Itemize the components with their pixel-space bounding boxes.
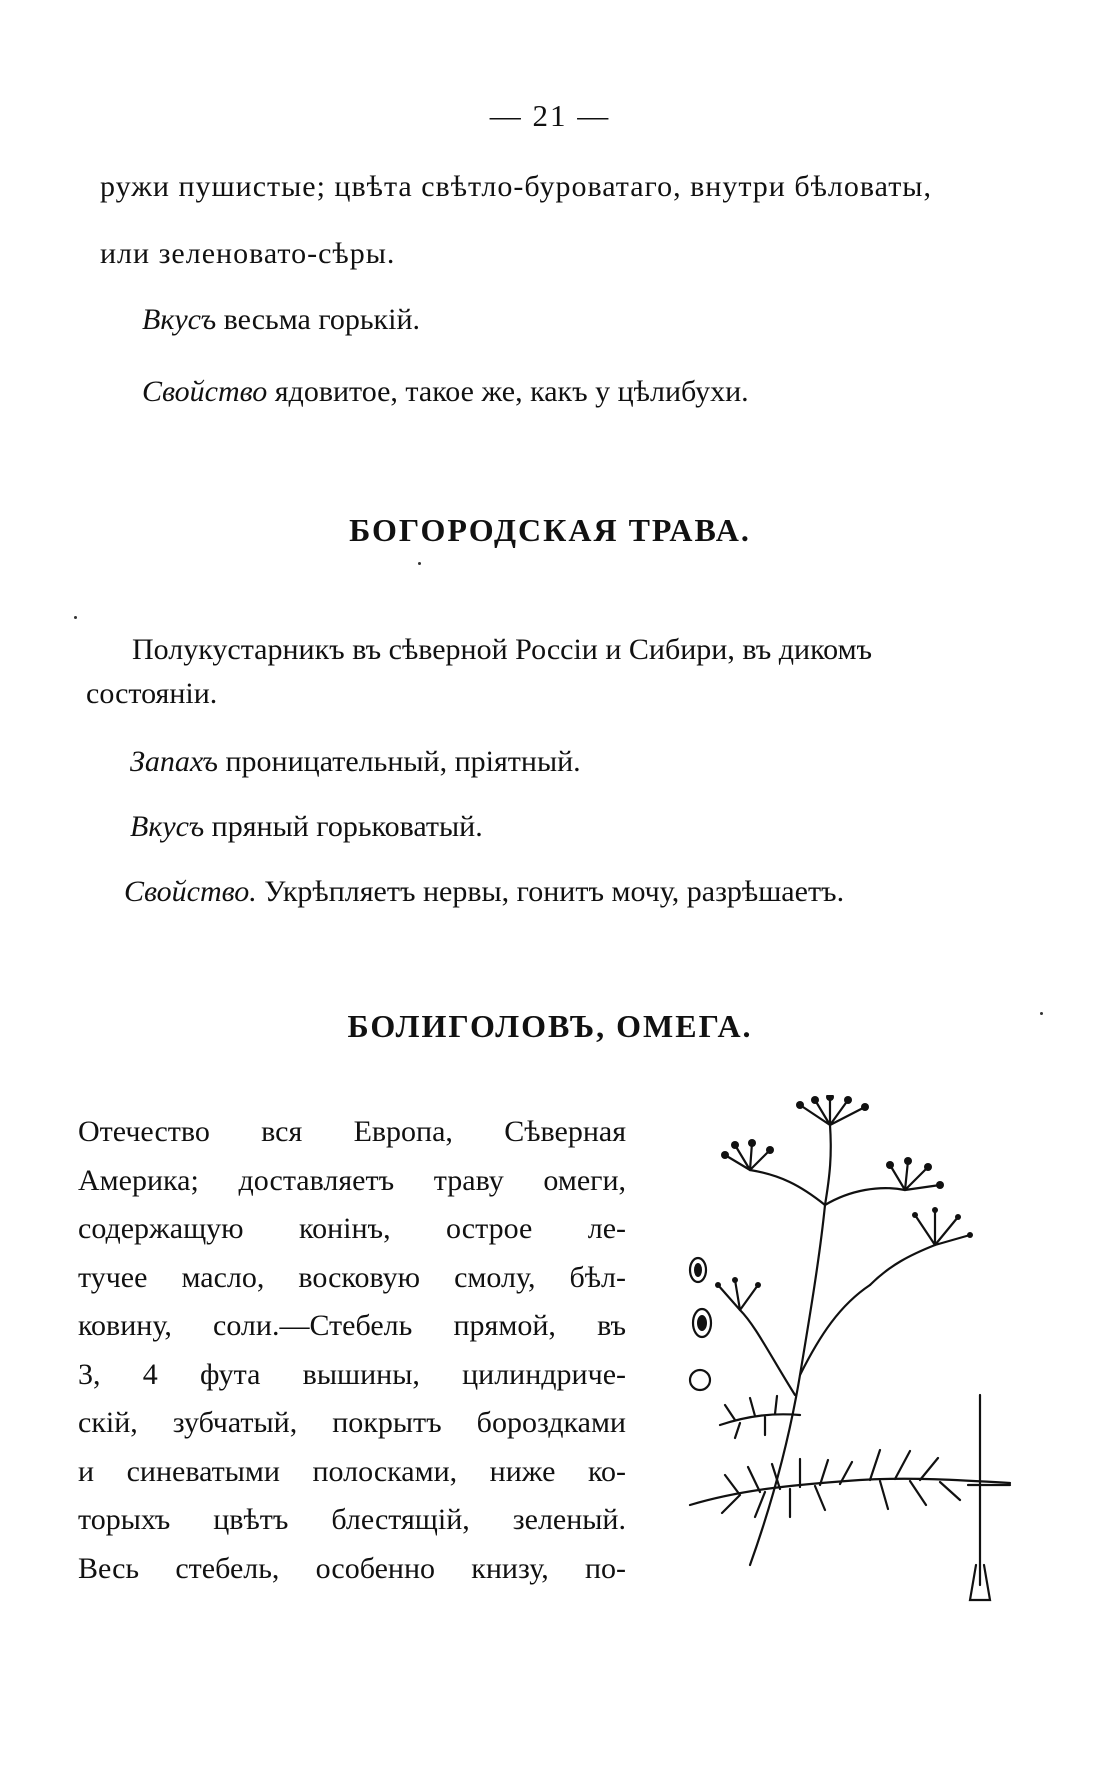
property-label: Свойство [142, 375, 268, 408]
section-title-boligolov: БОЛИГОЛОВЪ, ОМЕГА. [347, 1008, 753, 1044]
section1-property [124, 870, 844, 914]
section1-smell [130, 740, 581, 784]
property-text: Укрѣпляетъ нервы, гонитъ мочу, разрѣшаетъ. [256, 875, 845, 908]
taste-text: пряный горьковатый. [204, 810, 483, 843]
section1-taste [130, 805, 483, 849]
smell-label: Запахъ [130, 745, 218, 778]
intro-line-1: ружи пушистые; цвѣта свѣтло-буроватаго, внутри бѣловаты, [100, 170, 932, 203]
body-line: Весь стебель, особенно книзу, по- [78, 1551, 626, 1585]
page-number: — 21 — [489, 98, 611, 133]
section1-desc-line-1: Полукустарникъ въ сѣверной Россіи и Сибири, въ дикомъ [132, 633, 873, 666]
section-title-bogorodskaya: БОГОРОДСКАЯ ТРАВА. [349, 512, 751, 548]
taste-label: Вкусъ [142, 303, 217, 336]
taste-text: весьма горькій. [216, 303, 421, 336]
smell-text: проницательный, пріятный. [218, 745, 581, 778]
print-speck [1040, 1012, 1043, 1015]
section1-desc-line-2: состояніи. [86, 677, 218, 710]
property-text: ядовитое, такое же, какъ у цѣлибухи. [267, 375, 749, 408]
body-line: скій, зубчатый, покрытъ бороздками [78, 1406, 626, 1439]
intro-line-2: или зеленовато-сѣры. [100, 237, 396, 270]
taste-label: Вкусъ [130, 810, 205, 843]
body-line: 3, 4 фута вышины, цилиндриче- [78, 1357, 626, 1391]
body-line: Америка; доставляетъ траву омеги, [78, 1163, 626, 1197]
body-line: тучее масло, восковую смолу, бѣл- [78, 1260, 626, 1294]
section2-body [78, 1108, 626, 1593]
print-speck [74, 616, 77, 619]
intro-taste [142, 298, 420, 342]
body-line: ковину, соли.—Стебель прямой, въ [78, 1309, 626, 1342]
body-line: содержащую конінъ, острое ле- [78, 1212, 626, 1245]
property-label: Свойство. [124, 875, 257, 908]
intro-property [142, 370, 749, 414]
body-line: и синеватыми полосками, ниже ко- [78, 1454, 626, 1488]
body-line: торыхъ цвѣтъ блестящій, зеленый. [78, 1503, 626, 1536]
print-speck [418, 562, 421, 565]
hemlock-plant-icon [680, 1095, 1025, 1625]
body-line: Отечество вся Европа, Сѣверная [78, 1115, 626, 1148]
